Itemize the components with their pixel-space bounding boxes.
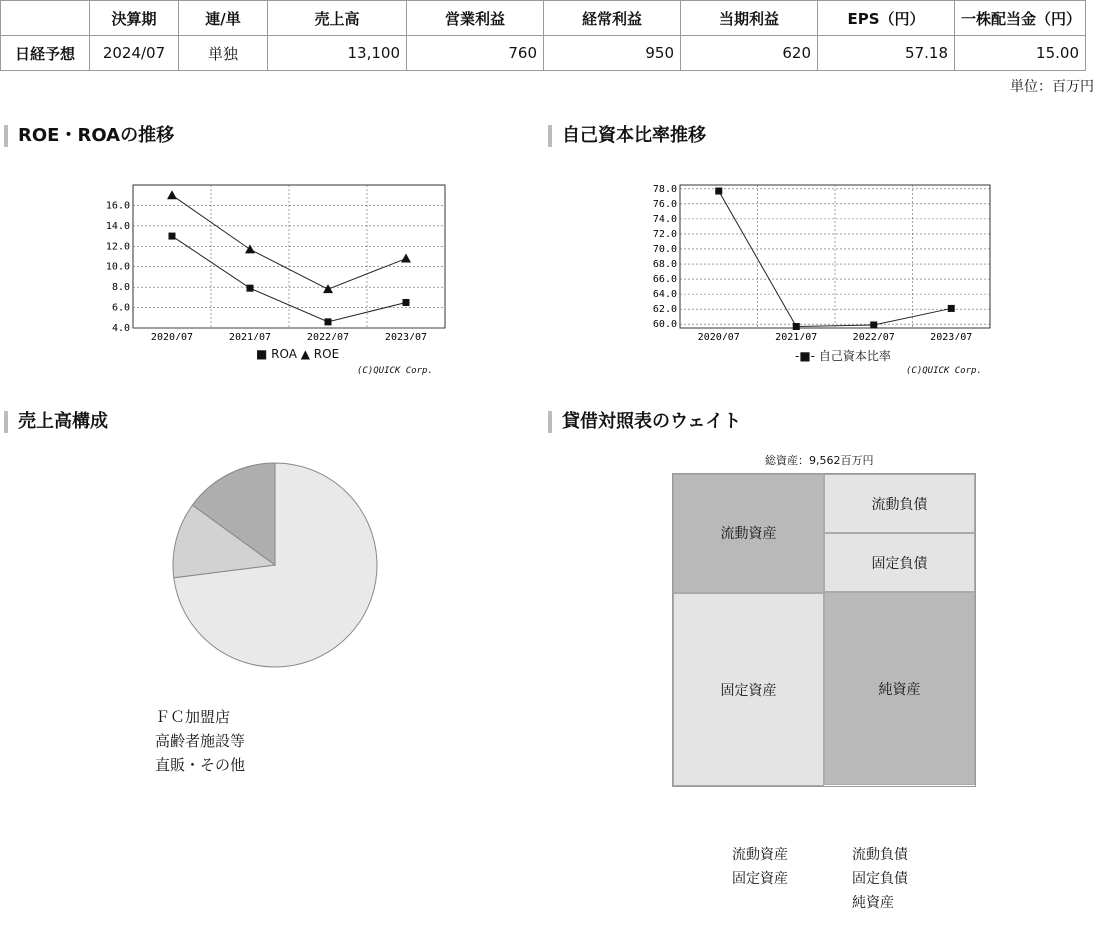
y-tick-label: 66.0 — [652, 274, 677, 286]
data-point-ROA — [325, 318, 332, 325]
data-point-自己資本比率 — [715, 188, 722, 195]
y-tick-label: 12.0 — [105, 241, 130, 253]
x-tick-label: 2022/07 — [306, 332, 350, 340]
table-header: 一株配当金（円） — [955, 1, 1086, 36]
pie-legend-item: ＦＣ加盟店 — [155, 708, 231, 726]
y-tick-label: 70.0 — [652, 243, 677, 255]
x-tick-label: 2021/07 — [228, 332, 272, 340]
cell-eps: 57.18 — [818, 36, 955, 71]
data-point-ROA — [403, 299, 410, 306]
table-header: 経常利益 — [544, 1, 681, 36]
bs-legend-item: 流動負債 — [852, 847, 908, 863]
y-tick-label: 10.0 — [105, 261, 130, 273]
pie-legend-item: 直販・その他 — [155, 756, 246, 774]
sales-mix-pie — [170, 460, 380, 670]
table-header: EPS（円） — [818, 1, 955, 36]
y-tick-label: 6.0 — [111, 302, 130, 314]
data-point-ROA — [169, 233, 176, 240]
bs-legend-item: 固定負債 — [852, 871, 908, 887]
forecast-table — [0, 0, 1086, 71]
bs-fixed-liabilities: 固定負債 — [824, 533, 975, 592]
x-tick-label: 2021/07 — [775, 332, 818, 340]
equity-ratio-chart — [648, 180, 993, 340]
cell-type: 単独 — [179, 36, 268, 71]
row-label: 日経予想 — [1, 36, 90, 71]
cell-period: 2024/07 — [90, 36, 179, 71]
balance-sheet-chart — [672, 473, 976, 787]
table-row — [1, 36, 1086, 71]
y-tick-label: 4.0 — [111, 323, 130, 334]
y-tick-label: 60.0 — [652, 319, 677, 331]
bs-legend-left — [732, 843, 788, 891]
x-tick-label: 2023/07 — [930, 332, 973, 340]
bs-legend-item: 固定資産 — [732, 871, 788, 887]
section-title-sales-mix: 売上高構成 — [4, 411, 108, 433]
bs-current-liabilities: 流動負債 — [824, 474, 975, 533]
x-tick-label: 2020/07 — [150, 332, 194, 340]
y-tick-label: 8.0 — [111, 282, 130, 294]
table-header-row — [1, 1, 1086, 36]
y-tick-label: 16.0 — [105, 200, 130, 212]
cell-ordinary: 950 — [544, 36, 681, 71]
table-header: 営業利益 — [407, 1, 544, 36]
roe-roa-chart — [100, 180, 450, 340]
y-tick-label: 78.0 — [652, 183, 677, 195]
section-title-equity-ratio: 自己資本比率推移 — [548, 125, 706, 147]
table-header: 当期利益 — [681, 1, 818, 36]
x-tick-label: 2022/07 — [852, 332, 895, 340]
section-title-roe-roa: ROE・ROAの推移 — [4, 125, 174, 147]
y-tick-label: 64.0 — [652, 289, 677, 301]
y-tick-label: 62.0 — [652, 304, 677, 316]
credit-note: (C)QUICK Corp. — [357, 366, 433, 376]
table-header: 連/単 — [179, 1, 268, 36]
equity-ratio-legend: -■- 自己資本比率 — [795, 349, 891, 363]
pie-legend — [155, 705, 245, 777]
cell-net: 620 — [681, 36, 818, 71]
unit-note: 単位：百万円 — [1010, 79, 1094, 95]
x-tick-label: 2020/07 — [697, 332, 740, 340]
y-tick-label: 74.0 — [652, 213, 677, 225]
bs-legend-right — [852, 843, 908, 915]
section-title-balance-sheet: 貸借対照表のウェイト — [548, 411, 741, 433]
total-assets: 総資産：9,562百万円 — [765, 454, 874, 467]
roe-roa-legend: ■ ROA ▲ ROE — [256, 347, 340, 361]
data-point-自己資本比率 — [793, 323, 800, 330]
cell-dividend: 15.00 — [955, 36, 1086, 71]
y-tick-label: 68.0 — [652, 259, 677, 271]
table-header: 決算期 — [90, 1, 179, 36]
bs-fixed-assets: 固定資産 — [673, 593, 824, 786]
bs-current-assets: 流動資産 — [673, 474, 824, 593]
bs-net-assets: 純資産 — [824, 592, 975, 785]
data-point-自己資本比率 — [870, 321, 877, 328]
y-tick-label: 14.0 — [105, 220, 130, 232]
pie-legend-item: 高齢者施設等 — [155, 732, 246, 750]
cell-sales: 13,100 — [268, 36, 407, 71]
y-tick-label: 72.0 — [652, 228, 677, 240]
y-tick-label: 76.0 — [652, 198, 677, 210]
x-tick-label: 2023/07 — [384, 332, 428, 340]
bs-legend-item: 流動資産 — [732, 847, 788, 863]
table-header: 売上高 — [268, 1, 407, 36]
cell-operating: 760 — [407, 36, 544, 71]
data-point-自己資本比率 — [948, 305, 955, 312]
bs-legend-item: 純資産 — [852, 895, 894, 911]
credit-note: (C)QUICK Corp. — [906, 366, 982, 376]
table-header — [1, 1, 90, 36]
data-point-ROA — [247, 285, 254, 292]
